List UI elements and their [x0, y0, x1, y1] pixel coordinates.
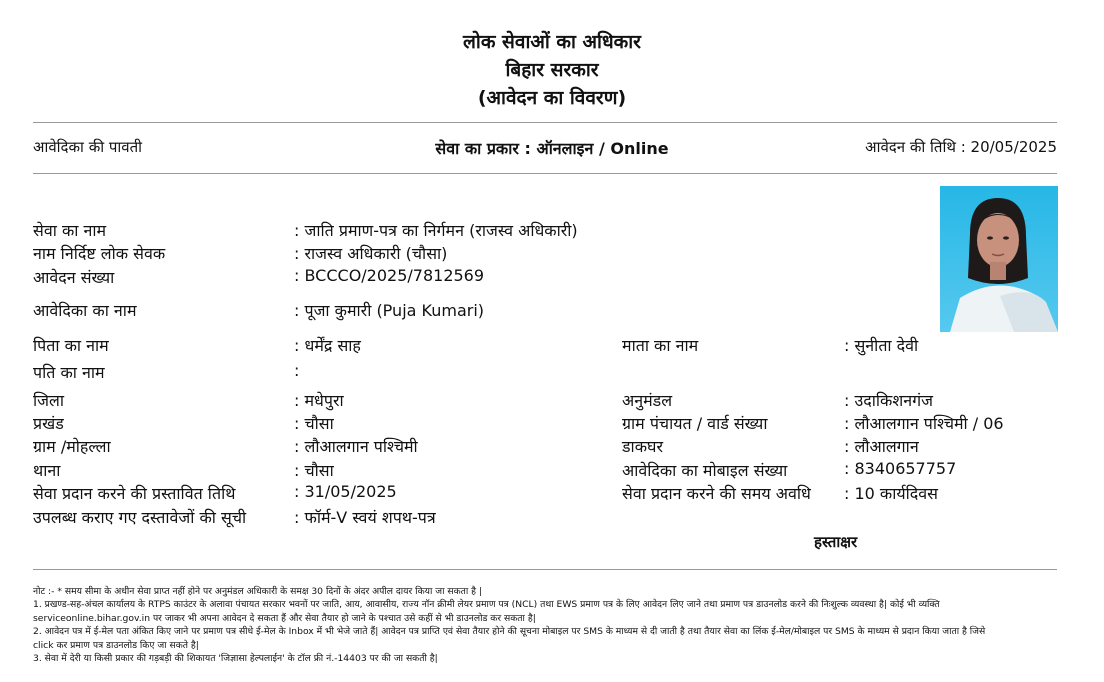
field-label: सेवा का नाम	[33, 221, 107, 240]
service-type-label: सेवा का प्रकार : ऑनलाइन	[435, 139, 594, 158]
note-line: 3. सेवा में देरी या किसी प्रकार की गड़बड़ी की शिकायत 'जिज्ञासा हेल्पलाईन' के टॉल फ्री नं.-14403 पर की जा सकती है|	[33, 653, 438, 665]
field-label: उपलब्ध कराए गए दस्तावेजों की सूची	[33, 508, 247, 527]
top-divider	[33, 122, 1057, 123]
field-label: पति का नाम	[33, 363, 105, 382]
field-label: आवेदिका का नाम	[33, 301, 137, 320]
signature-label: हस्ताक्षर	[814, 533, 858, 551]
field-label: सेवा प्रदान करने की प्रस्तावित तिथि	[33, 484, 236, 503]
field-label: जिला	[33, 391, 65, 410]
applicant-photo-illustration	[940, 186, 1058, 332]
field-label: ग्राम /मोहल्ला	[33, 437, 111, 456]
field-label: नाम निर्दिष्ट लोक सेवक	[33, 244, 166, 263]
field-value: : 10 कार्यदिवस	[844, 484, 938, 503]
field-label: डाकघर	[622, 437, 663, 456]
note-line: 1. प्रखण्ड-सह-अंचल कार्यालय के RTPS काउंटर के अलावा पंचायत सरकार भवनों पर जाति, आय, आवासीय, राज्य नॉन क्रीमी लेयर प्रमाण पत्र (NCL) तथा EWS प्रमाण पत्र के लिए आवेदन लिए जाने तथा प्रमाण पत्र डाउनलोड करने की निःशुल्क व्यवस्था है| कोई भी व्यक्ति	[33, 599, 940, 611]
field-value: : जाति प्रमाण-पत्र का निर्गमन (राजस्व अधिकारी)	[294, 221, 578, 240]
receipt-label: आवेदिका की पावती	[33, 138, 143, 156]
field-value: : राजस्व अधिकारी (चौसा)	[294, 244, 448, 263]
notes-section	[33, 585, 1057, 665]
field-value: : सुनीता देवी	[844, 336, 919, 355]
field-label: पिता का नाम	[33, 336, 109, 355]
field-label: सेवा प्रदान करने की समय अवधि	[622, 484, 811, 503]
field-value: : पूजा कुमारी (Puja Kumari)	[294, 301, 485, 320]
note-line: serviceonline.bihar.gov.in पर जाकर भी अपना आवेदन दे सकता हैं और सेवा तैयार हो जाने के पश्चात उसे कहीं से भी डाउनलोड कर सकता है|	[33, 612, 536, 624]
header-title: लोक सेवाओं का अधिकार	[463, 31, 641, 53]
header-government: बिहार सरकार	[505, 59, 599, 81]
field-value: : लौआलगान पश्चिमी / 06	[844, 414, 1004, 433]
field-value: : 31/05/2025	[294, 482, 397, 501]
field-label: ग्राम पंचायत / वार्ड संख्या	[622, 414, 768, 433]
field-value: : उदाकिशनगंज	[844, 391, 933, 410]
header-subtitle: (आवेदन का विवरण)	[477, 87, 627, 109]
field-value: : फॉर्म-V स्वयं शपथ-पत्र	[294, 508, 436, 527]
field-value: : धर्मेंद्र साह	[294, 336, 361, 355]
field-label: अनुमंडल	[622, 391, 673, 410]
field-value: : BCCCO/2025/7812569	[294, 266, 485, 285]
field-value: : 8340657757	[844, 459, 957, 478]
applicant-photo	[940, 186, 1058, 332]
field-label: प्रखंड	[33, 414, 64, 433]
field-value: :	[294, 361, 300, 380]
note-line: 2. आवेदन पत्र में ई-मेल पता अंकित किए जाने पर प्रमाण पत्र सीधे ई-मेल के Inbox में भी भेजे जाते हैं| आवेदन पत्र प्राप्ति एवं सेवा तैयार होने की सूचना मोबाइल पर SMS के माध्यम से दी जाती है तथा तैयार सेवा का लिंक ई-मेल/मोबाइल पर SMS के माध्यम से प्रदान किया जाता है जिसे	[33, 626, 986, 638]
notes-divider	[33, 569, 1057, 570]
field-value: : चौसा	[294, 414, 334, 433]
field-value: : मधेपुरा	[294, 391, 344, 410]
meta-divider	[33, 173, 1057, 174]
note-line: नोट :- * समय सीमा के अधीन सेवा प्राप्त नहीं होने पर अनुमंडल अधिकारी के समक्ष 30 दिनों के अंदर अपील दायर किया जा सकता है |	[33, 586, 483, 597]
application-date: आवेदन की तिथि : 20/05/2025	[865, 138, 1057, 156]
field-label: थाना	[33, 461, 61, 480]
field-value: : लौआलगान	[844, 437, 919, 456]
field-label: आवेदिका का मोबाइल संख्या	[622, 461, 788, 480]
field-value: : चौसा	[294, 461, 334, 480]
note-line: click कर प्रमाण पत्र डाउनलोड किए जा सकते है|	[33, 639, 199, 651]
field-label: माता का नाम	[622, 336, 699, 355]
field-value: : लौआलगान पश्चिमी	[294, 437, 418, 456]
service-type-suffix: / Online	[593, 139, 669, 158]
field-label: आवेदन संख्या	[33, 268, 115, 287]
